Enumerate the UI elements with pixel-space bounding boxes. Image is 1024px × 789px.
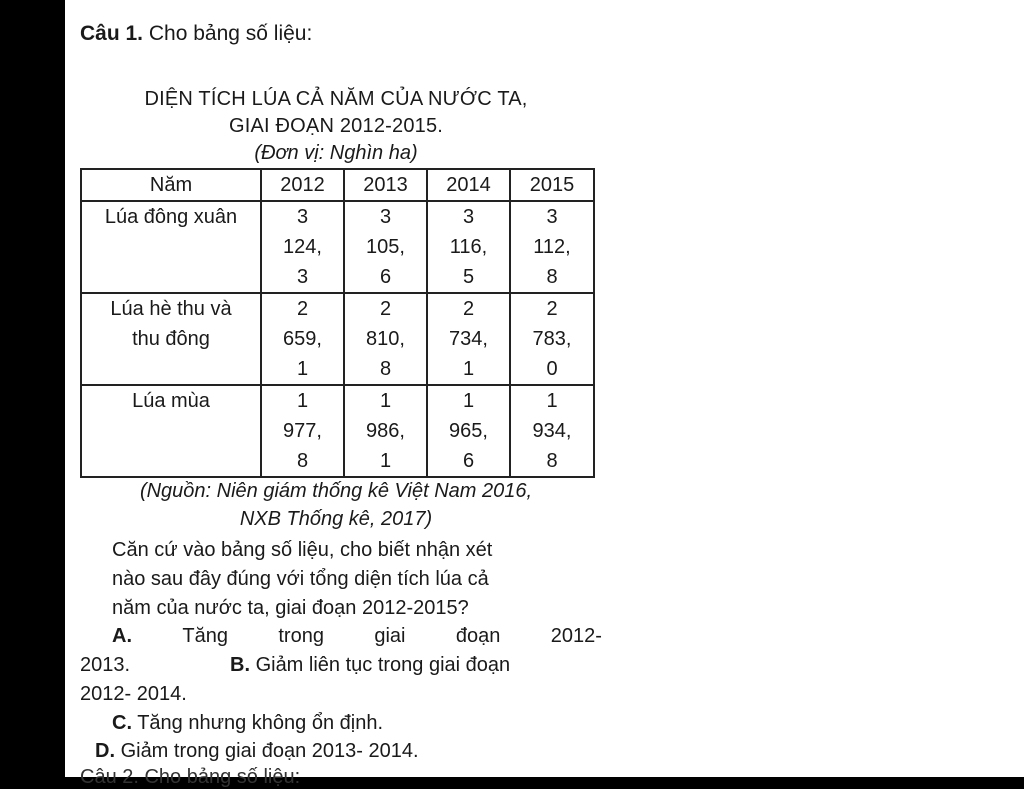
option-c[interactable] — [112, 712, 383, 735]
table-cell — [427, 201, 510, 293]
cell-line: 2 — [296, 298, 309, 320]
header-cell: 2013 — [344, 169, 427, 201]
cell-line: 3 — [296, 206, 309, 228]
question-label: Câu 1. — [80, 22, 144, 45]
option-b-label: B. — [230, 654, 250, 676]
cell-line: 810, — [366, 328, 405, 350]
table-cell — [344, 201, 427, 293]
cell-line: 8 — [379, 358, 392, 380]
option-a-label: A. — [112, 625, 132, 647]
cell-line: 6 — [462, 450, 475, 472]
source-line1: (Nguồn: Niên giám thống kê Việt Nam 2016, — [139, 480, 533, 502]
option-d-text: Giảm trong giai đoạn 2013- 2014. — [120, 740, 419, 762]
cell-line: 2 — [379, 298, 392, 320]
cell-line: 783, — [532, 328, 572, 350]
prompt-line: nào sau đây đúng với tổng diện tích lúa cả — [112, 568, 489, 590]
cell-line: 1 — [546, 390, 558, 412]
cell-line: 105, — [366, 236, 405, 258]
table-row — [81, 201, 594, 293]
cell-line: 8 — [296, 450, 309, 472]
data-table — [80, 168, 595, 478]
cell-line: 986, — [366, 420, 405, 442]
header-cell: 2012 — [261, 169, 344, 201]
table-unit: (Đơn vị: Nghìn ha) — [254, 142, 418, 164]
cell-line: 1 — [379, 390, 392, 412]
table-cell — [427, 385, 510, 477]
row-label — [81, 385, 261, 477]
row-label-line: Lúa mùa — [132, 390, 210, 412]
cell-line: 3 — [379, 206, 392, 228]
question-text: Cho bảng số liệu: — [148, 22, 313, 45]
cell-line: 934, — [532, 420, 572, 442]
option-a-word: trong — [278, 625, 324, 647]
option-b-text: Giảm liên tục trong giai đoạn — [255, 654, 511, 676]
cell-line: 659, — [283, 328, 322, 350]
prompt-line: Căn cứ vào bảng số liệu, cho biết nhận xét — [112, 539, 493, 561]
cell-line: 1 — [296, 358, 309, 380]
source-line2: NXB Thống kê, 2017) — [239, 508, 433, 530]
option-a-word: Tăng — [182, 625, 228, 647]
cell-line: 124, — [283, 236, 322, 258]
cell-line: 3 — [296, 266, 309, 288]
cell-line: 5 — [462, 266, 475, 288]
cell-line: 1 — [379, 450, 392, 472]
cell-line: 977, — [283, 420, 322, 442]
option-a-continued: 2013. — [80, 654, 131, 676]
next-question-partial: Câu 2. Cho bảng số liệu: — [80, 766, 301, 788]
row-label — [81, 293, 261, 385]
cell-line: 6 — [379, 266, 392, 288]
option-c-text: Tăng nhưng không ổn định. — [137, 712, 384, 734]
cell-line: 1 — [296, 390, 309, 412]
table-row — [81, 385, 594, 477]
cell-line: 965, — [449, 420, 488, 442]
table-cell — [344, 385, 427, 477]
option-d-label: D. — [95, 740, 115, 762]
table-cell — [344, 293, 427, 385]
prompt-paragraph — [112, 536, 602, 623]
table-title-line1: DIỆN TÍCH LÚA CẢ NĂM CỦA NƯỚC TA, — [144, 88, 528, 110]
table-row — [81, 293, 594, 385]
option-a[interactable] — [112, 625, 602, 648]
table-cell — [427, 293, 510, 385]
row-label-line: Lúa hè thu và — [110, 298, 232, 320]
table-cell — [510, 201, 594, 293]
cell-line: 2 — [462, 298, 475, 320]
cell-line: 2 — [546, 298, 558, 320]
option-d[interactable] — [95, 740, 419, 763]
row-label — [81, 201, 261, 293]
option-b[interactable] — [230, 654, 510, 677]
table-cell — [261, 385, 344, 477]
cell-line: 116, — [449, 236, 488, 258]
table-cell — [261, 201, 344, 293]
table-title-line2: GIAI ĐOẠN 2012-2015. — [228, 115, 444, 137]
option-b-continued: 2012- 2014. — [80, 683, 187, 705]
table-cell — [510, 385, 594, 477]
question-heading — [80, 22, 312, 46]
header-cell: 2014 — [427, 169, 510, 201]
option-c-label: C. — [112, 712, 132, 734]
row-label-line: Lúa đông xuân — [104, 206, 238, 228]
option-a-word: 2012- — [550, 625, 602, 647]
table-header-row — [81, 169, 594, 201]
header-cell: 2015 — [510, 169, 594, 201]
header-cell: Năm — [81, 169, 261, 201]
cell-line: 8 — [546, 266, 558, 288]
cell-line: 8 — [546, 450, 558, 472]
cell-line: 0 — [546, 358, 558, 380]
cell-line: 1 — [462, 358, 475, 380]
option-a-word: giai — [374, 625, 406, 647]
table-cell — [510, 293, 594, 385]
cell-line: 1 — [462, 390, 475, 412]
cell-line: 734, — [449, 328, 488, 350]
table-cell — [261, 293, 344, 385]
row-label-line: thu đông — [132, 328, 210, 350]
cell-line: 3 — [546, 206, 558, 228]
option-a-word: đoạn — [455, 625, 501, 647]
prompt-line: năm của nước ta, giai đoạn 2012-2015? — [112, 597, 469, 619]
cell-line: 112, — [533, 236, 571, 258]
cell-line: 3 — [462, 206, 475, 228]
